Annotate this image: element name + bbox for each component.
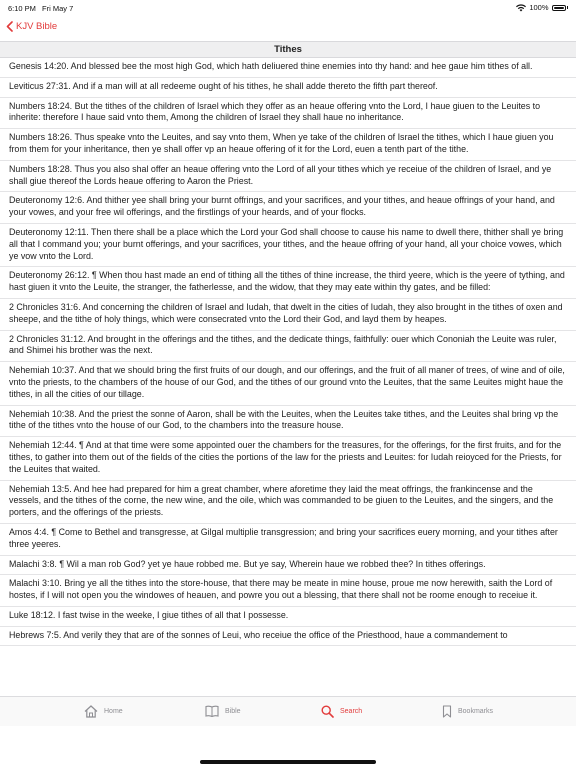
battery-icon bbox=[552, 5, 566, 11]
home-icon bbox=[84, 705, 98, 718]
tab-search-label: Search bbox=[340, 708, 363, 715]
home-indicator bbox=[200, 760, 376, 764]
status-bar bbox=[0, 0, 576, 16]
status-right bbox=[516, 3, 568, 12]
back-button-label: KJV Bible bbox=[16, 21, 58, 32]
tab-bible[interactable] bbox=[205, 705, 241, 717]
verse-item[interactable]: Deuteronomy 12:6. And thither yee shall bring your burnt offrings, and your sacrifices, and your tithes, and heaue offrings of your hand, and your vowes, and your free wil offerings, and the firstlings of your heards, and of your flocks. bbox=[0, 192, 576, 224]
section-title: Tithes bbox=[274, 44, 302, 55]
search-icon bbox=[321, 705, 334, 718]
verse-item[interactable]: Nehemiah 10:38. And the priest the sonne of Aaron, shall be with the Leuites, when the Leuites take tithes, and the Leuites shal bring vp the tithe of the tithes vnto the house of our God, to the chambers into the treasure house. bbox=[0, 406, 576, 438]
verse-item[interactable]: 2 Chronicles 31:12. And brought in the offerings and the tithes, and the dedicate things, faithfully: ouer which Cononiah the Leuite was ruler, and Shimei his brother was the next. bbox=[0, 331, 576, 363]
verse-item[interactable]: Numbers 18:24. But the tithes of the children of Israel which they offer as an heaue offering vnto the Lord, I haue giuen to the Leuites to inherite: therefore I haue said vnto them, Among the children of Israel they shall haue no inheritance. bbox=[0, 98, 576, 130]
bookmark-icon bbox=[442, 705, 452, 718]
tab-bible-label: Bible bbox=[225, 707, 241, 715]
verse-item[interactable]: Hebrews 7:5. And verily they that are of the sonnes of Leui, who receiue the office of the Priesthood, haue a commandement to bbox=[0, 627, 576, 647]
verse-list[interactable] bbox=[0, 58, 576, 696]
battery-cap bbox=[567, 6, 569, 9]
verse-item[interactable]: Genesis 14:20. And blessed bee the most high God, which hath deliuered thine enemies into thy hand: and hee gaue him tithes of all. bbox=[0, 58, 576, 78]
verse-item[interactable]: Luke 18:12. I fast twise in the weeke, I giue tithes of all that I possesse. bbox=[0, 607, 576, 627]
verse-item[interactable]: Numbers 18:28. Thus you also shal offer an heaue offering vnto the Lord of all your tithes which ye receiue of the children of Israel, and ye shall giue thereof the Lords heaue offering to Aaron the Priest. bbox=[0, 161, 576, 193]
chevron-left-icon bbox=[6, 21, 13, 32]
wifi-icon bbox=[516, 4, 526, 12]
verse-item[interactable]: Leviticus 27:31. And if a man will at all redeeme ought of his tithes, he shall adde thereto the fifth part thereof. bbox=[0, 78, 576, 98]
verse-item[interactable]: Nehemiah 13:5. And hee had prepared for him a great chamber, where aforetime they laid the meat offrings, the frankincense and the vessels, and the tithes of the corne, the new wine, and the oile, which was commanded to be giuen to the Leuites, and the singers, and the porters, and the offerings of the priests. bbox=[0, 481, 576, 524]
verse-item[interactable]: Amos 4:4. ¶ Come to Bethel and transgresse, at Gilgal multiplie transgression; and bring your sacrifices euery morning, and your tithes after three yeeres. bbox=[0, 524, 576, 556]
verse-item[interactable]: Nehemiah 12:44. ¶ And at that time were some appointed ouer the chambers for the treasures, for the offerings, for the first fruits, and for the tithes, to gather into them out of the fields of the cities the portions of the law for the priests and Leuites: for Iudah reioyced for the Priests, for the Leuites that waited. bbox=[0, 437, 576, 480]
verse-item[interactable]: Deuteronomy 12:11. Then there shall be a place which the Lord your God shall choose to cause his name to dwell there, thither shall ye bring all that I command you; your burnt offerings, and your sacrifices, your tithes, and the heaue offring of your hand, all your choice vowes, which ye vow vnto the Lord. bbox=[0, 224, 576, 267]
verse-item[interactable]: Nehemiah 10:37. And that we should bring the first fruits of our dough, and our offerings, and the fruit of all maner of trees, of wine and of oile, vnto the priests, to the chambers of the house of our God, and the tithes of our ground vnto the Leuites, that the same Leuites might haue the tithes, in all the cities of our tillage. bbox=[0, 362, 576, 405]
book-icon bbox=[205, 705, 219, 717]
battery-percent: 100% bbox=[529, 3, 549, 12]
verse-item[interactable]: Malachi 3:8. ¶ Wil a man rob God? yet ye haue robbed me. But ye say, Wherein haue we robbed thee? In tithes offerings. bbox=[0, 556, 576, 576]
tab-home-label: Home bbox=[104, 708, 123, 715]
section-header bbox=[0, 41, 576, 58]
verse-item[interactable]: Deuteronomy 26:12. ¶ When thou hast made an end of tithing all the tithes of thine increase, the third yeere, which is the yeere of tything, and hast giuen it vnto the Leuite, the stranger, the fatherlesse, and the widow, that they may eate within thy gates, and be filled: bbox=[0, 267, 576, 299]
verse-item[interactable]: 2 Chronicles 31:6. And concerning the children of Israel and Iudah, that dwelt in the cities of Iudah, they also brought in the tithes of oxen and sheepe, and the tithe of holy things, which were consecrated vnto the Lord their God, and layd them by heapes. bbox=[0, 299, 576, 331]
verse-item[interactable]: Malachi 3:10. Bring ye all the tithes into the store-house, that there may be meate in mine house, proue me now herewith, saith the Lord of hostes, if I will not open you the windowes of heauen, and powre you out a blessing, that there shall not be roome enough to receiue it. bbox=[0, 575, 576, 607]
back-button[interactable] bbox=[6, 21, 57, 32]
tab-search[interactable] bbox=[321, 705, 362, 718]
tab-bookmarks[interactable] bbox=[442, 705, 493, 718]
status-time: 6:10 PM bbox=[8, 4, 36, 13]
tab-bar bbox=[0, 696, 576, 726]
status-date: Fri May 7 bbox=[42, 4, 74, 13]
verse-item[interactable]: Numbers 18:26. Thus speake vnto the Leuites, and say vnto them, When ye take of the children of Israel the tithes, which I haue giuen you from them for your inheritance, then ye shall offer vp an heaue offering of it for the Lord, euen a tenth part of the tithe. bbox=[0, 129, 576, 161]
tab-bookmarks-label: Bookmarks bbox=[458, 708, 494, 715]
tab-home[interactable] bbox=[84, 705, 123, 718]
navigation-bar bbox=[0, 16, 576, 41]
